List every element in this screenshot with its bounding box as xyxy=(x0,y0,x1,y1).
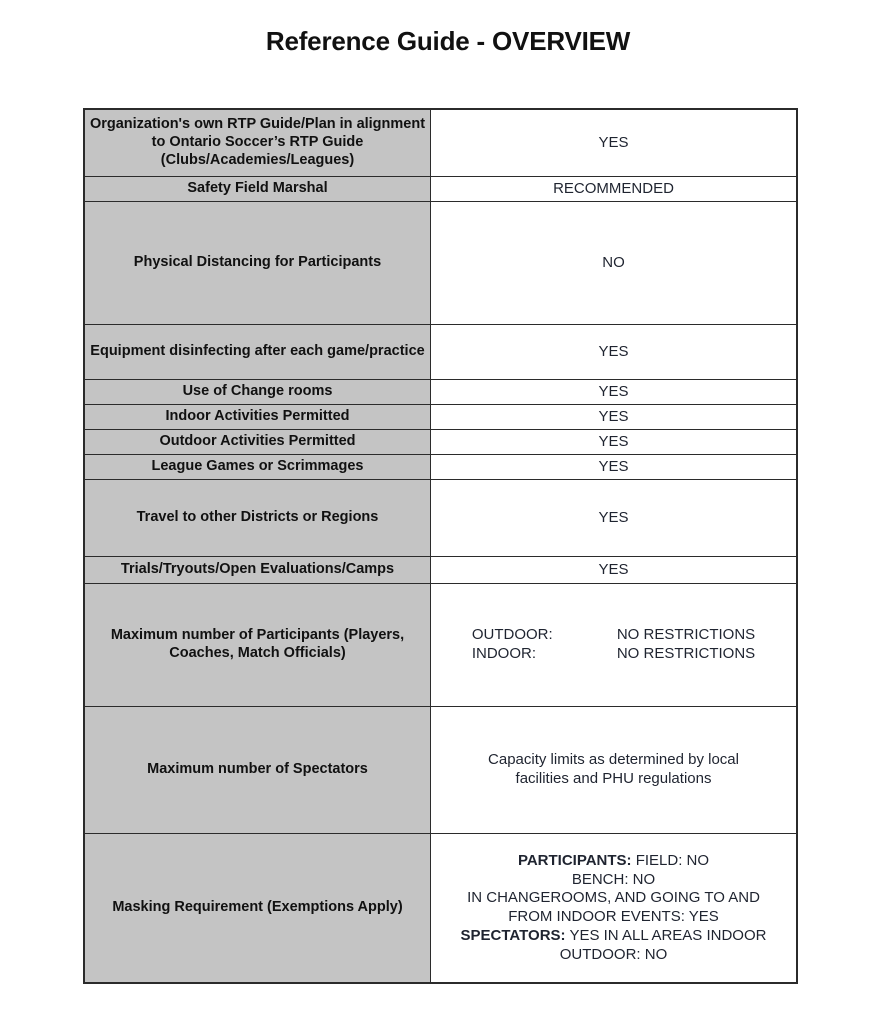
table-row xyxy=(84,480,797,557)
row-label-masking-requirement xyxy=(84,834,431,984)
label-line: Masking Requirement xyxy=(112,899,263,916)
label-line: alignment to Ontario Soccer’s RTP Guide xyxy=(151,116,426,151)
value-line: YES xyxy=(598,457,629,475)
limit-value: NO RESTRICTIONS xyxy=(616,626,756,644)
row-value-masking-requirement xyxy=(431,834,798,984)
value-line: YES xyxy=(598,432,629,450)
masking-line xyxy=(431,908,796,927)
label-line: Trials/Tryouts/Open Evaluations/Camps xyxy=(120,561,395,578)
label-line: (Exemptions Apply) xyxy=(267,899,403,916)
table-row xyxy=(84,325,797,380)
table-row xyxy=(84,109,797,177)
row-label-trials-tryouts xyxy=(84,557,431,584)
row-value-safety-field-marshal xyxy=(431,177,798,202)
row-label-rtp-guide xyxy=(84,109,431,177)
masking-line xyxy=(431,927,796,946)
page-title: Reference Guide - OVERVIEW xyxy=(265,26,631,56)
masking-line-text: OUTDOOR: NO xyxy=(559,945,668,963)
masking-line-text: FIELD: NO xyxy=(631,851,710,869)
limit-key: INDOOR: xyxy=(471,645,536,662)
row-label-max-spectators xyxy=(84,707,431,834)
label-line: Indoor Activities Permitted xyxy=(165,408,350,425)
label-line: Outdoor Activities Permitted xyxy=(159,433,356,450)
masking-line-bold: SPECTATORS: xyxy=(460,926,566,944)
row-value-physical-distancing xyxy=(431,202,798,325)
table-row xyxy=(84,455,797,480)
table-row xyxy=(84,380,797,405)
masking-line-text: IN CHANGEROOMS, AND GOING TO AND xyxy=(467,889,760,907)
reference-guide-table xyxy=(83,108,798,984)
label-line: (Clubs/Academies/Leagues) xyxy=(160,151,355,168)
label-line: Maximum number of Participants xyxy=(110,627,340,644)
row-value-change-rooms xyxy=(431,380,798,405)
table-row xyxy=(84,584,797,707)
value-line: YES xyxy=(598,508,629,526)
masking-line-text: YES IN ALL AREAS INDOOR xyxy=(565,926,767,944)
row-label-max-participants xyxy=(84,584,431,707)
value-line: YES xyxy=(598,133,629,151)
masking-line xyxy=(431,871,796,890)
table-row xyxy=(84,430,797,455)
limit-value: NO RESTRICTIONS xyxy=(616,645,756,662)
masking-line-text: BENCH: NO xyxy=(571,870,656,888)
row-label-safety-field-marshal xyxy=(84,177,431,202)
label-line: Equipment disinfecting after each xyxy=(90,343,324,360)
value-line: facilities and PHU regulations xyxy=(515,770,712,787)
participant-limit-outdoor xyxy=(472,626,755,645)
participant-limits-grid xyxy=(472,626,755,664)
value-line: RECOMMENDED xyxy=(553,179,674,197)
label-line: (Players, Coaches, Match Officials) xyxy=(169,627,405,661)
label-line: Travel to other Districts or Regions xyxy=(136,509,379,526)
row-label-physical-distancing xyxy=(84,202,431,325)
row-label-equipment-disinfecting xyxy=(84,325,431,380)
participant-limit-indoor xyxy=(472,645,755,664)
value-line: NO xyxy=(602,253,625,271)
row-value-equipment-disinfecting xyxy=(431,325,798,380)
table-row xyxy=(84,177,797,202)
row-value-trials-tryouts xyxy=(431,557,798,584)
value-line: YES xyxy=(598,407,629,425)
value-line: YES xyxy=(598,342,629,360)
table-row xyxy=(84,707,797,834)
label-line: Physical Distancing for Participants xyxy=(133,254,382,271)
table-row xyxy=(84,202,797,325)
row-value-max-participants xyxy=(431,584,798,707)
row-label-league-games xyxy=(84,455,431,480)
table-row xyxy=(84,557,797,584)
row-label-indoor-activities xyxy=(84,405,431,430)
row-value-rtp-guide xyxy=(431,109,798,177)
value-line: Capacity limits as determined by local xyxy=(488,751,739,769)
row-value-outdoor-activities xyxy=(431,430,798,455)
row-value-max-spectators xyxy=(431,707,798,834)
masking-line xyxy=(431,889,796,908)
masking-line xyxy=(431,852,796,871)
row-label-outdoor-activities xyxy=(84,430,431,455)
value-line: YES xyxy=(598,560,629,578)
row-value-travel xyxy=(431,480,798,557)
value-line: YES xyxy=(598,382,629,400)
row-label-change-rooms xyxy=(84,380,431,405)
row-value-indoor-activities xyxy=(431,405,798,430)
limit-key: OUTDOOR: xyxy=(471,626,553,644)
row-label-travel xyxy=(84,480,431,557)
label-line: Organization's own RTP Guide/Plan in xyxy=(89,116,353,133)
table-row xyxy=(84,405,797,430)
table-row xyxy=(84,834,797,984)
masking-line-text: FROM INDOOR EVENTS: YES xyxy=(508,908,719,925)
masking-line xyxy=(431,946,796,965)
label-line: Maximum number of Spectators xyxy=(147,761,368,778)
masking-line-bold: PARTICIPANTS: xyxy=(517,851,632,869)
label-line: game/practice xyxy=(327,343,425,360)
label-line: League Games or Scrimmages xyxy=(151,458,364,475)
label-line: Use of Change rooms xyxy=(182,383,333,400)
row-value-league-games xyxy=(431,455,798,480)
label-line: Safety Field Marshal xyxy=(187,180,328,197)
